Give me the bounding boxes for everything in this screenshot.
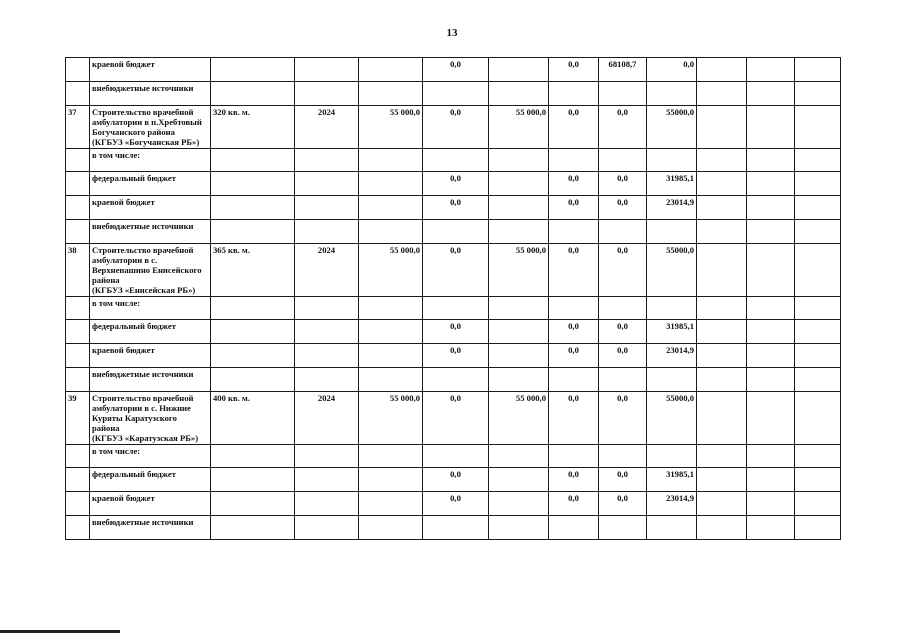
row-index-cell: 39 xyxy=(66,392,90,445)
value-cell xyxy=(647,445,697,468)
value-cell xyxy=(489,196,549,220)
year-cell xyxy=(295,492,359,516)
value-cell xyxy=(599,368,647,392)
value-cell xyxy=(599,149,647,172)
value-cell: 0,0 xyxy=(549,392,599,445)
capacity-cell xyxy=(211,468,295,492)
table-row-funding xyxy=(66,297,841,320)
value-cell: 23014,9 xyxy=(647,492,697,516)
value-cell: 31985,1 xyxy=(647,172,697,196)
estimated-cost-cell xyxy=(359,320,423,344)
row-index-cell xyxy=(66,344,90,368)
value-cell: 0,0 xyxy=(549,492,599,516)
value-cell xyxy=(647,220,697,244)
row-name-cell: федеральный бюджет xyxy=(90,468,211,492)
value-cell: 0,0 xyxy=(423,344,489,368)
row-name-cell: внебюджетные источники xyxy=(90,368,211,392)
empty-cell xyxy=(697,149,747,172)
empty-cell xyxy=(795,58,841,82)
page-number: 13 xyxy=(446,27,458,39)
row-name-cell: краевой бюджет xyxy=(90,492,211,516)
year-cell xyxy=(295,320,359,344)
value-cell: 0,0 xyxy=(423,468,489,492)
value-cell xyxy=(423,516,489,540)
empty-cell xyxy=(697,468,747,492)
value-cell: 23014,9 xyxy=(647,196,697,220)
value-cell xyxy=(549,445,599,468)
capacity-cell xyxy=(211,58,295,82)
row-name-cell: внебюджетные источники xyxy=(90,516,211,540)
empty-cell xyxy=(747,58,795,82)
value-cell xyxy=(489,368,549,392)
empty-cell xyxy=(795,392,841,445)
year-cell xyxy=(295,149,359,172)
year-cell xyxy=(295,297,359,320)
value-cell xyxy=(549,220,599,244)
table-row-funding xyxy=(66,516,841,540)
capacity-cell xyxy=(211,196,295,220)
budget-table xyxy=(65,57,841,540)
value-cell xyxy=(489,468,549,492)
value-cell xyxy=(423,297,489,320)
estimated-cost-cell xyxy=(359,368,423,392)
row-index-cell xyxy=(66,172,90,196)
value-cell: 0,0 xyxy=(549,244,599,297)
empty-cell xyxy=(747,244,795,297)
capacity-cell: 400 кв. м. xyxy=(211,392,295,445)
capacity-cell xyxy=(211,492,295,516)
year-cell xyxy=(295,172,359,196)
year-cell: 2024 xyxy=(295,244,359,297)
estimated-cost-cell xyxy=(359,220,423,244)
row-index-cell xyxy=(66,149,90,172)
empty-cell xyxy=(697,172,747,196)
estimated-cost-cell xyxy=(359,492,423,516)
value-cell xyxy=(647,297,697,320)
empty-cell xyxy=(747,320,795,344)
row-index-cell xyxy=(66,468,90,492)
value-cell xyxy=(549,297,599,320)
year-cell xyxy=(295,468,359,492)
row-name-cell: в том числе: xyxy=(90,297,211,320)
empty-cell xyxy=(747,297,795,320)
empty-cell xyxy=(697,82,747,106)
year-cell xyxy=(295,82,359,106)
capacity-cell xyxy=(211,344,295,368)
row-name-cell: федеральный бюджет xyxy=(90,320,211,344)
table-row-funding xyxy=(66,220,841,244)
value-cell: 0,0 xyxy=(549,468,599,492)
row-index-cell: 38 xyxy=(66,244,90,297)
value-cell xyxy=(647,368,697,392)
capacity-cell xyxy=(211,82,295,106)
empty-cell xyxy=(795,468,841,492)
value-cell: 0,0 xyxy=(599,196,647,220)
value-cell: 55000,0 xyxy=(647,106,697,149)
empty-cell xyxy=(697,392,747,445)
value-cell xyxy=(647,516,697,540)
value-cell xyxy=(647,82,697,106)
value-cell xyxy=(647,149,697,172)
value-cell: 0,0 xyxy=(599,392,647,445)
value-cell xyxy=(599,220,647,244)
table-row-funding xyxy=(66,320,841,344)
value-cell: 55000,0 xyxy=(647,244,697,297)
capacity-cell: 365 кв. м. xyxy=(211,244,295,297)
value-cell xyxy=(599,82,647,106)
value-cell: 0,0 xyxy=(423,320,489,344)
value-cell xyxy=(489,297,549,320)
empty-cell xyxy=(697,516,747,540)
value-cell: 31985,1 xyxy=(647,468,697,492)
table-row-funding xyxy=(66,368,841,392)
year-cell xyxy=(295,445,359,468)
estimated-cost-cell xyxy=(359,172,423,196)
row-name-cell: Строительство врачебной амбулатории в п.Хребтовый Богучанского района (КГБУЗ «Богучанская РБ») xyxy=(90,106,211,149)
capacity-cell xyxy=(211,368,295,392)
value-cell xyxy=(489,149,549,172)
value-cell xyxy=(423,82,489,106)
row-index-cell xyxy=(66,58,90,82)
value-cell: 0,0 xyxy=(549,106,599,149)
empty-cell xyxy=(697,320,747,344)
table-row-project xyxy=(66,392,841,445)
value-cell xyxy=(489,516,549,540)
value-cell xyxy=(599,297,647,320)
value-cell xyxy=(549,149,599,172)
table-row-funding xyxy=(66,149,841,172)
empty-cell xyxy=(747,172,795,196)
row-index-cell xyxy=(66,445,90,468)
empty-cell xyxy=(747,445,795,468)
empty-cell xyxy=(747,149,795,172)
table-row-funding xyxy=(66,58,841,82)
value-cell: 31985,1 xyxy=(647,320,697,344)
capacity-cell xyxy=(211,149,295,172)
page-edge-mark xyxy=(0,630,120,633)
empty-cell xyxy=(697,58,747,82)
value-cell: 0,0 xyxy=(549,172,599,196)
empty-cell xyxy=(747,392,795,445)
row-index-cell: 37 xyxy=(66,106,90,149)
row-name-cell: внебюджетные источники xyxy=(90,220,211,244)
empty-cell xyxy=(747,220,795,244)
table-row-funding xyxy=(66,172,841,196)
table-row-funding xyxy=(66,445,841,468)
row-name-cell: краевой бюджет xyxy=(90,58,211,82)
row-index-cell xyxy=(66,220,90,244)
capacity-cell xyxy=(211,172,295,196)
empty-cell xyxy=(747,344,795,368)
empty-cell xyxy=(697,344,747,368)
value-cell: 0,0 xyxy=(599,320,647,344)
value-cell xyxy=(489,82,549,106)
value-cell: 0,0 xyxy=(647,58,697,82)
value-cell: 0,0 xyxy=(423,172,489,196)
value-cell: 0,0 xyxy=(423,392,489,445)
value-cell xyxy=(489,172,549,196)
empty-cell xyxy=(697,492,747,516)
estimated-cost-cell xyxy=(359,344,423,368)
empty-cell xyxy=(747,196,795,220)
estimated-cost-cell xyxy=(359,297,423,320)
value-cell: 0,0 xyxy=(549,196,599,220)
value-cell xyxy=(489,220,549,244)
year-cell xyxy=(295,220,359,244)
value-cell: 0,0 xyxy=(423,196,489,220)
table-row-project xyxy=(66,244,841,297)
estimated-cost-cell xyxy=(359,468,423,492)
value-cell xyxy=(489,320,549,344)
table-row-funding xyxy=(66,196,841,220)
value-cell: 0,0 xyxy=(423,244,489,297)
row-name-cell: внебюджетные источники xyxy=(90,82,211,106)
empty-cell xyxy=(795,172,841,196)
estimated-cost-cell xyxy=(359,445,423,468)
value-cell: 55 000,0 xyxy=(489,392,549,445)
row-index-cell xyxy=(66,516,90,540)
row-name-cell: в том числе: xyxy=(90,149,211,172)
empty-cell xyxy=(795,368,841,392)
value-cell xyxy=(489,492,549,516)
estimated-cost-cell xyxy=(359,58,423,82)
value-cell xyxy=(489,344,549,368)
value-cell: 0,0 xyxy=(549,58,599,82)
empty-cell xyxy=(697,106,747,149)
row-index-cell xyxy=(66,82,90,106)
value-cell xyxy=(599,445,647,468)
value-cell: 0,0 xyxy=(599,468,647,492)
value-cell xyxy=(549,82,599,106)
value-cell: 55000,0 xyxy=(647,392,697,445)
empty-cell xyxy=(747,82,795,106)
row-name-cell: краевой бюджет xyxy=(90,196,211,220)
row-name-cell: в том числе: xyxy=(90,445,211,468)
value-cell: 0,0 xyxy=(599,106,647,149)
empty-cell xyxy=(795,149,841,172)
empty-cell xyxy=(747,368,795,392)
value-cell xyxy=(423,368,489,392)
estimated-cost-cell xyxy=(359,516,423,540)
capacity-cell xyxy=(211,320,295,344)
value-cell: 0,0 xyxy=(599,344,647,368)
row-index-cell xyxy=(66,492,90,516)
year-cell xyxy=(295,58,359,82)
empty-cell xyxy=(795,297,841,320)
value-cell: 0,0 xyxy=(549,320,599,344)
year-cell: 2024 xyxy=(295,392,359,445)
empty-cell xyxy=(697,220,747,244)
year-cell xyxy=(295,516,359,540)
row-name-cell: Строительство врачебной амбулатории в с. Нижние Куряты Каратузского района (КГБУЗ «Каратузская РБ») xyxy=(90,392,211,445)
estimated-cost-cell xyxy=(359,149,423,172)
table-row-funding xyxy=(66,344,841,368)
value-cell: 0,0 xyxy=(423,106,489,149)
value-cell: 0,0 xyxy=(599,492,647,516)
row-name-cell: Строительство врачебной амбулатории в с. Верхнепашино Енисейского района (КГБУЗ «Енисейская РБ») xyxy=(90,244,211,297)
value-cell: 23014,9 xyxy=(647,344,697,368)
table-row-project xyxy=(66,106,841,149)
empty-cell xyxy=(795,492,841,516)
row-index-cell xyxy=(66,368,90,392)
table-row-funding xyxy=(66,492,841,516)
value-cell xyxy=(423,149,489,172)
value-cell xyxy=(549,516,599,540)
empty-cell xyxy=(795,445,841,468)
estimated-cost-cell: 55 000,0 xyxy=(359,244,423,297)
empty-cell xyxy=(795,220,841,244)
row-name-cell: федеральный бюджет xyxy=(90,172,211,196)
value-cell: 0,0 xyxy=(423,492,489,516)
value-cell: 0,0 xyxy=(599,172,647,196)
empty-cell xyxy=(697,196,747,220)
empty-cell xyxy=(697,445,747,468)
estimated-cost-cell: 55 000,0 xyxy=(359,392,423,445)
value-cell: 68108,7 xyxy=(599,58,647,82)
empty-cell xyxy=(697,244,747,297)
empty-cell xyxy=(795,244,841,297)
empty-cell xyxy=(795,344,841,368)
value-cell: 0,0 xyxy=(423,58,489,82)
row-index-cell xyxy=(66,297,90,320)
empty-cell xyxy=(795,82,841,106)
table-row-funding xyxy=(66,82,841,106)
value-cell xyxy=(489,58,549,82)
empty-cell xyxy=(697,297,747,320)
empty-cell xyxy=(697,368,747,392)
row-index-cell xyxy=(66,320,90,344)
empty-cell xyxy=(795,516,841,540)
year-cell xyxy=(295,344,359,368)
year-cell xyxy=(295,368,359,392)
value-cell: 0,0 xyxy=(549,344,599,368)
estimated-cost-cell xyxy=(359,196,423,220)
value-cell xyxy=(549,368,599,392)
empty-cell xyxy=(747,106,795,149)
empty-cell xyxy=(795,106,841,149)
row-name-cell: краевой бюджет xyxy=(90,344,211,368)
table-row-funding xyxy=(66,468,841,492)
empty-cell xyxy=(795,196,841,220)
empty-cell xyxy=(747,492,795,516)
row-index-cell xyxy=(66,196,90,220)
value-cell xyxy=(599,516,647,540)
value-cell: 0,0 xyxy=(599,244,647,297)
estimated-cost-cell xyxy=(359,82,423,106)
value-cell xyxy=(423,445,489,468)
empty-cell xyxy=(795,320,841,344)
capacity-cell xyxy=(211,445,295,468)
year-cell: 2024 xyxy=(295,106,359,149)
empty-cell xyxy=(747,468,795,492)
value-cell xyxy=(489,445,549,468)
capacity-cell xyxy=(211,297,295,320)
estimated-cost-cell: 55 000,0 xyxy=(359,106,423,149)
year-cell xyxy=(295,196,359,220)
capacity-cell xyxy=(211,220,295,244)
capacity-cell xyxy=(211,516,295,540)
value-cell: 55 000,0 xyxy=(489,106,549,149)
value-cell xyxy=(423,220,489,244)
table-body xyxy=(66,58,841,540)
capacity-cell: 320 кв. м. xyxy=(211,106,295,149)
empty-cell xyxy=(747,516,795,540)
value-cell: 55 000,0 xyxy=(489,244,549,297)
